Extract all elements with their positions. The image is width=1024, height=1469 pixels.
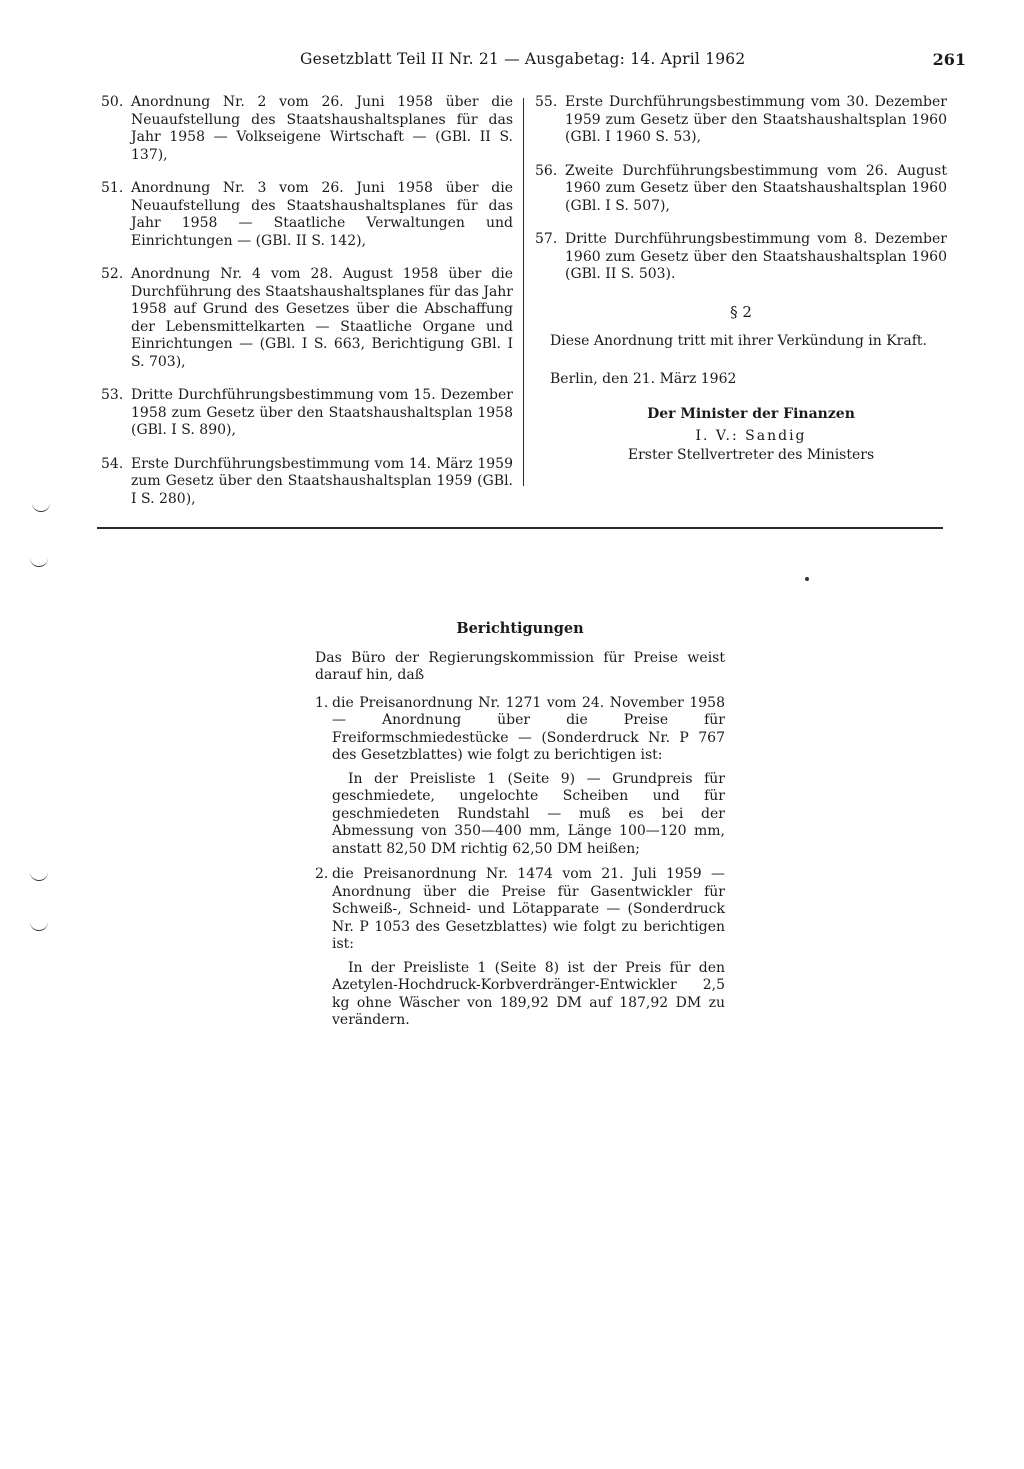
list-item — [101, 180, 513, 250]
list-item — [101, 387, 513, 440]
item-number: 53. — [101, 387, 124, 403]
item-text: Dritte Durchführungsbestimmung vom 8. Dezember 1960 zum Gesetz über den Staatshaushaltsplan 1960 (GBl. II S. 503). — [565, 231, 947, 282]
list-item — [101, 266, 513, 371]
margin-mark — [30, 558, 48, 567]
item-number: 56. — [535, 162, 558, 179]
item-text: Anordnung Nr. 4 vom 28. August 1958 über die Durchführung des Staatshaushaltsplanes für das Jahr 1958 auf Grund des Gesetzes über die Abschaffung der Lebensmittelkarten — Staatliche Organe und Einrichtungen — (GBl. I S. 663, Berichtigung GBl. I S. 703), — [131, 266, 513, 370]
item-number: 2. — [315, 866, 329, 882]
correction-item — [315, 866, 725, 954]
list-item — [101, 456, 513, 509]
item-text: Zweite Durchführungsbestimmung vom 26. August 1960 zum Gesetz über den Staatshaushaltsplan 1960 (GBl. I S. 507), — [565, 162, 947, 214]
item-text: Anordnung Nr. 3 vom 26. Juni 1958 über die Neuaufstellung des Staatshaushaltsplanes für das Jahr 1958 — Staatliche Verwaltungen und Einrichtungen — (GBl. II S. 142), — [131, 180, 513, 249]
corrections-title: Berichtigungen — [456, 620, 584, 637]
correction-detail: In der Preisliste 1 (Seite 9) — Grundpreis für geschmiedete, ungelochte Scheiben und für geschmiedeten Rundstahl — muß es bei der Abmessung von 350—400 mm, Länge 100—120 mm, anstatt 82,50 DM richtig 62,50 DM heißen; — [332, 770, 725, 857]
page-number: 261 — [932, 50, 966, 69]
page-header: Gesetzblatt Teil II Nr. 21 — Ausgabetag: 14. April 1962 — [300, 50, 746, 68]
signature-name: I. V.: Sandig — [695, 427, 807, 444]
item-number: 54. — [101, 455, 124, 472]
item-number: 52. — [101, 266, 124, 282]
correction-item — [315, 695, 725, 765]
list-item — [535, 163, 947, 216]
signature-block — [535, 406, 947, 465]
margin-mark — [30, 922, 48, 931]
item-text: Dritte Durchführungsbestimmung vom 15. Dezember 1958 zum Gesetz über den Staatshaushaltsplan 1958 (GBl. I S. 890), — [131, 387, 513, 438]
item-number: 51. — [101, 180, 124, 196]
section-heading: § 2 — [730, 302, 752, 321]
item-text: Erste Durchführungsbestimmung vom 14. März 1959 zum Gesetz über den Staatshaushaltsplan 1959 (GBl. I S. 280), — [131, 455, 513, 507]
margin-dot — [805, 577, 809, 581]
item-text: Anordnung Nr. 2 vom 26. Juni 1958 über die Neuaufstellung des Staatshaushaltsplanes für das Jahr 1958 — Volkseigene Wirtschaft — (GBl. II S. 137), — [131, 94, 513, 163]
place-date: Berlin, den 21. März 1962 — [550, 370, 737, 387]
list-item — [101, 94, 513, 164]
item-text: die Preisanordnung Nr. 1474 vom 21. Juli 1959 — Anordnung über die Preise für Gasentwickler für Schweiß-, Schneid- und Lötapparate — (Sonderdruck Nr. P 1053 des Gesetzblattes) wie folgt zu berichtigen ist: — [332, 866, 725, 952]
left-column — [101, 94, 513, 524]
signature-role: Erster Stellvertreter des Ministers — [627, 447, 875, 463]
corrections-section — [315, 620, 725, 1038]
item-text: Erste Durchführungsbestimmung vom 30. Dezember 1959 zum Gesetz über den Staatshaushaltsplan 1960 (GBl. I 1960 S. 53), — [565, 94, 947, 145]
right-column — [535, 94, 947, 465]
list-item — [535, 231, 947, 284]
enactment-clause: Diese Anordnung tritt mit ihrer Verkündung in Kraft. — [550, 333, 927, 349]
correction-detail: In der Preisliste 1 (Seite 8) ist der Preis für den Azetylen-Hochdruck-Korbverdränger-Entwickler 2,5 kg ohne Wäscher von 189,92 DM auf 187,92 DM zu verändern. — [332, 959, 725, 1028]
margin-mark — [32, 503, 50, 512]
item-text: die Preisanordnung Nr. 1271 vom 24. November 1958 — Anordnung über die Preise für Freiformschmiedestücke — (Sonderdruck Nr. P 767 des Gesetzblattes) wie folgt zu berichtigen ist: — [332, 694, 725, 763]
list-item — [535, 94, 947, 147]
item-number: 55. — [535, 94, 558, 110]
item-number: 57. — [535, 231, 558, 247]
column-divider — [523, 98, 524, 486]
item-number: 50. — [101, 94, 124, 110]
margin-mark — [30, 872, 48, 881]
section-divider — [97, 527, 943, 529]
signature-office: Der Minister der Finanzen — [647, 406, 855, 422]
item-number: 1. — [315, 694, 329, 711]
corrections-intro: Das Büro der Regierungskommission für Preise weist darauf hin, daß — [315, 649, 725, 683]
